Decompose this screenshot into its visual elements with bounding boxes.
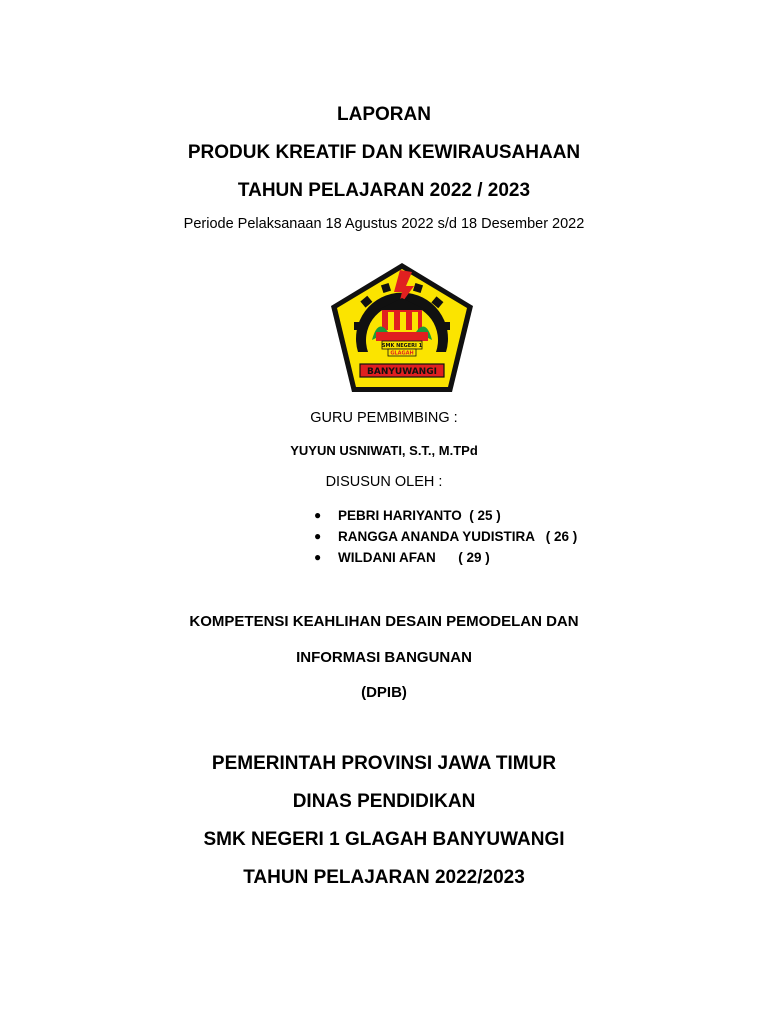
competency-line-3: (DPIB) <box>361 684 407 701</box>
footer-line-2: DINAS PENDIDIKAN <box>292 791 476 812</box>
authors-label: DISUSUN OLEH : <box>325 474 443 490</box>
supervisor-name: YUYUN USNIWATI, S.T., M.TPd <box>290 443 478 458</box>
competency-line-2: INFORMASI BANGUNAN <box>296 649 472 666</box>
footer-line-4: TAHUN PELAJARAN 2022/2023 <box>243 867 525 888</box>
report-year: TAHUN PELAJARAN 2022 / 2023 <box>237 180 531 201</box>
report-period: Periode Pelaksanaan 18 Agustus 2022 s/d 18 Desember 2022 <box>183 216 585 232</box>
emblem-banner-text: BANYUWANGI <box>367 367 437 377</box>
emblem-school-text: SMK NEGERI 1 <box>381 343 423 349</box>
bullet-icon: ● <box>314 508 322 522</box>
bullet-icon: ● <box>314 550 322 564</box>
author-name: PEBRI HARIYANTO ( 25 ) <box>338 508 501 523</box>
competency-line-1: KOMPETENSI KEAHLIHAN DESAIN PEMODELAN DAN <box>189 613 579 630</box>
list-item <box>314 547 577 568</box>
supervisor-label: GURU PEMBIMBING : <box>310 410 458 426</box>
report-subtitle: PRODUK KREATIF DAN KEWIRAUSAHAAN <box>187 142 581 163</box>
authors-list <box>314 505 577 568</box>
list-item <box>314 505 577 526</box>
bullet-icon: ● <box>314 529 322 543</box>
list-item <box>314 526 577 547</box>
report-title: LAPORAN <box>337 104 431 125</box>
school-emblem-icon <box>328 260 476 395</box>
author-name: WILDANI AFAN ( 29 ) <box>338 550 490 565</box>
footer-line-3: SMK NEGERI 1 GLAGAH BANYUWANGI <box>203 829 565 850</box>
author-name: RANGGA ANANDA YUDISTIRA ( 26 ) <box>338 529 578 544</box>
footer-line-1: PEMERINTAH PROVINSI JAWA TIMUR <box>211 753 557 774</box>
emblem-town-text: GLAGAH <box>390 350 414 357</box>
